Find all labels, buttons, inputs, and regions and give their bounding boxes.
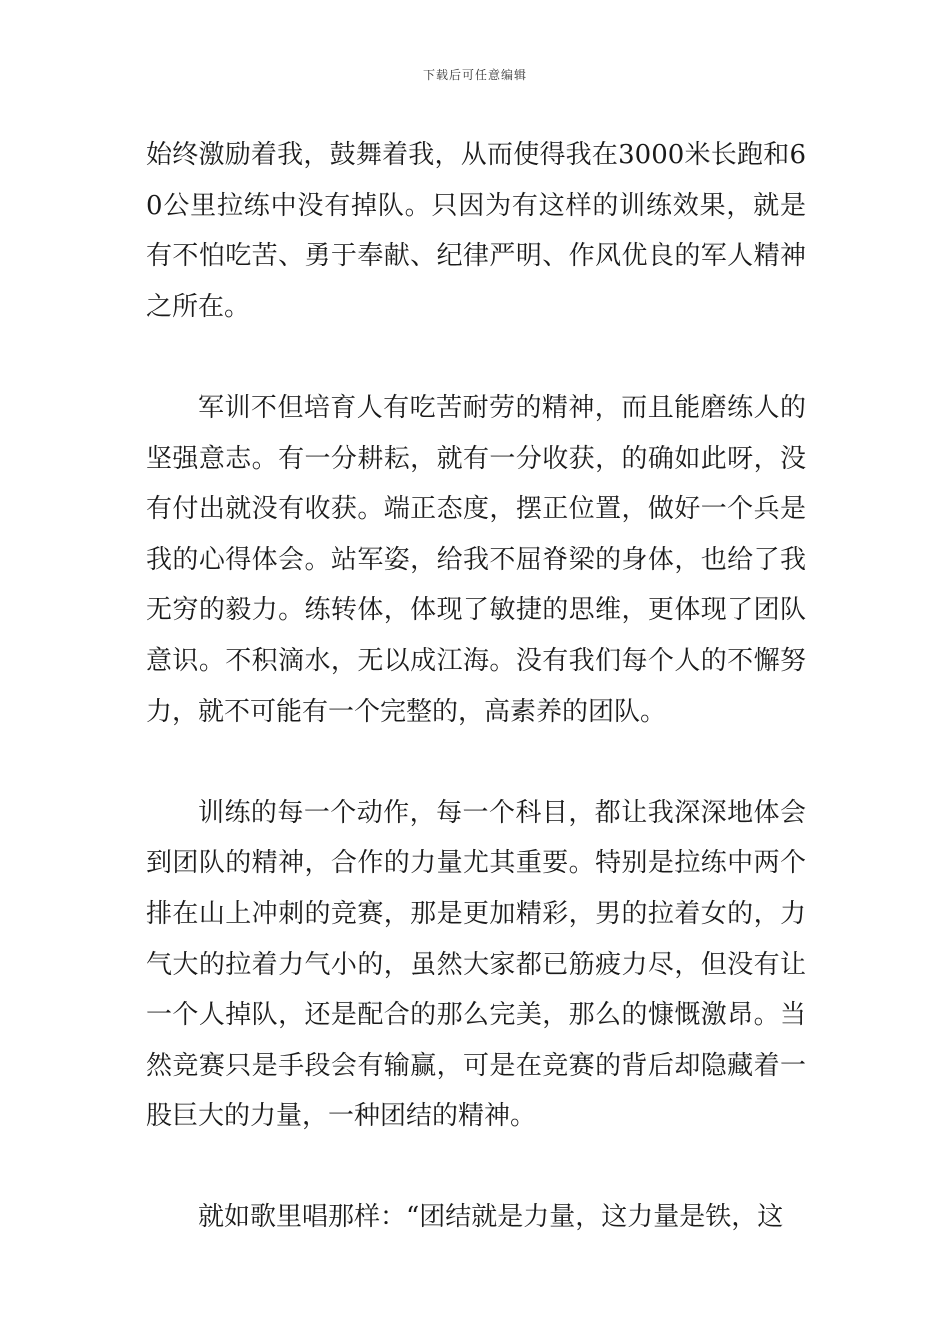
- paragraph-3: 训练的每一个动作，每一个科目，都让我深深地体会到团队的精神，合作的力量尤其重要。特别是拉练中两个排在山上冲刺的竞赛，那是更加精彩，男的拉着女的，力气大的拉着力气小的，虽然大家都已筋疲力尽，但没有让一个人掉队，还是配合的那么完美，那么的慷慨激昂。当然竞赛只是手段会有输赢，可是在竞赛的背后却隐藏着一股巨大的力量，一种团结的精神。: [146, 797, 806, 1132]
- paragraph-1: 始终激励着我，鼓舞着我，从而使得我在3000米长跑和60公里拉练中没有掉队。只因为有这样的训练效果，就是有不怕吃苦、勇于奉献、纪律严明、作风优良的军人精神之所在。: [146, 140, 806, 322]
- document-body: [146, 130, 806, 1243]
- page-header: 下载后可任意编辑: [422, 68, 527, 82]
- paragraph-2: 军训不但培育人有吃苦耐劳的精神，而且能磨练人的坚强意志。有一分耕耘，就有一分收获，的确如此呀，没有付出就没有收获。端正态度，摆正位置，做好一个兵是我的心得体会。站军姿，给我不屈脊梁的身体，也给了我无穷的毅力。练转体，体现了敏捷的思维，更体现了团队意识。不积滴水，无以成江海。没有我们每个人的不懈努力，就不可能有一个完整的，高素养的团队。: [146, 392, 806, 727]
- paragraph-4: 就如歌里唱那样：“团结就是力量，这力量是铁，这: [198, 1202, 784, 1233]
